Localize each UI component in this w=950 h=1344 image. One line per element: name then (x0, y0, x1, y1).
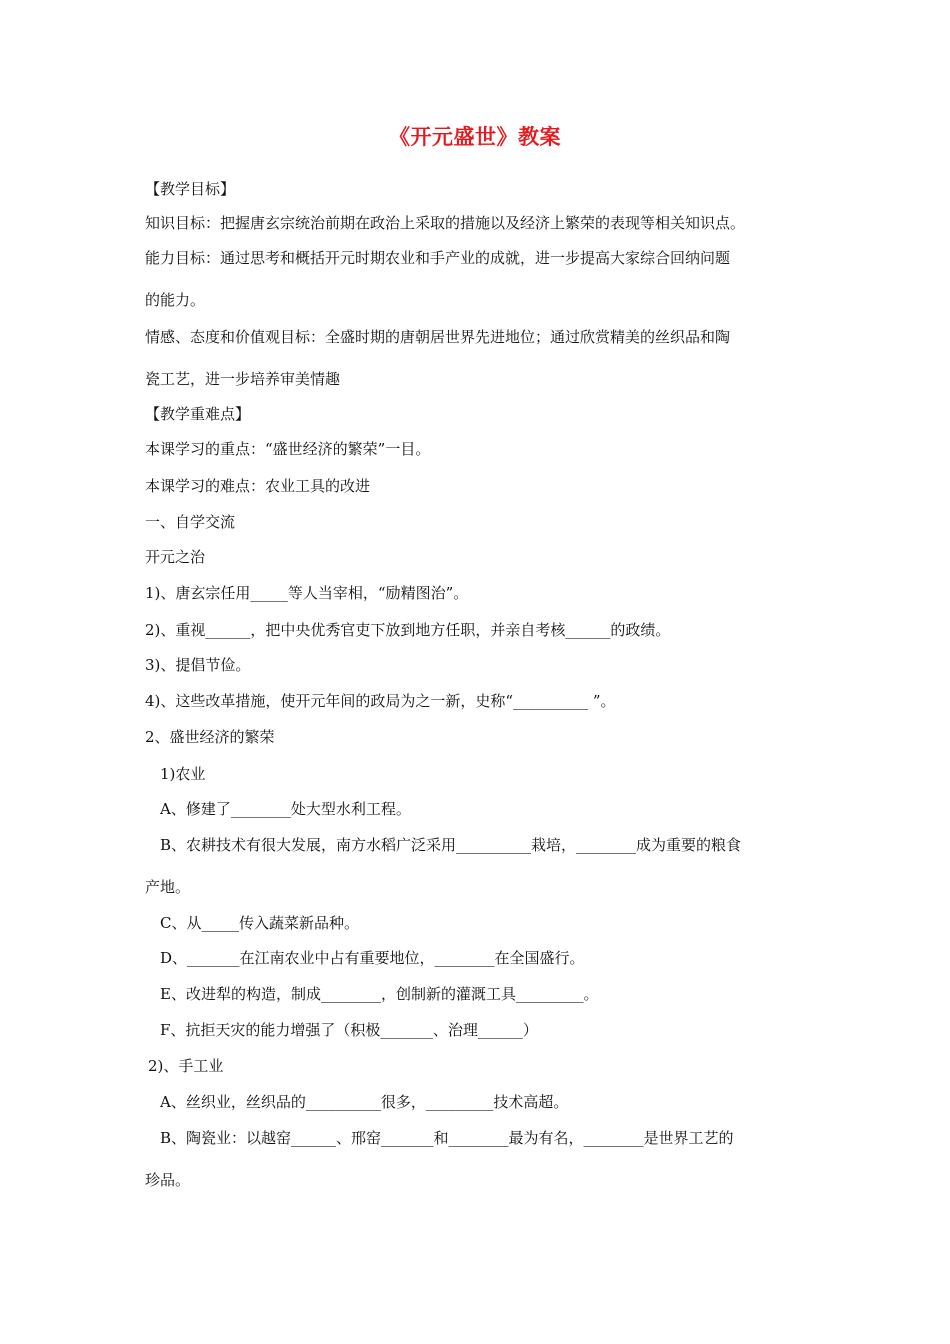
emotion-objective: 情感、态度和价值观目标：全盛时期的唐朝居世界先进地位；通过欣赏精美的丝织品和陶 (145, 328, 731, 346)
fill-item-4: 4)、这些改革措施，使开元年间的政局为之一新，史称“__________ ”。 (145, 692, 616, 710)
subsection-kaiyuan: 开元之治 (145, 548, 206, 566)
section-heading-key-points: 【教学重难点】 (145, 405, 251, 423)
fill-item-2: 2)、重视______，把中央优秀官吏下放到地方任职，并亲自考核______的政绩。 (145, 621, 671, 639)
agri-item-e: E、改进犁的构造，制成________，创制新的灌溉工具_________。 (160, 985, 599, 1003)
knowledge-objective: 知识目标：把握唐玄宗统治前期在政治上采取的措施以及经济上繁荣的表现等相关知识点。 (145, 214, 746, 232)
agri-item-b: B、农耕技术有很大发展，南方水稻广泛采用__________栽培，________成为重要的粮食 (160, 836, 742, 854)
key-point: 本课学习的重点：“盛世经济的繁荣”一目。 (145, 440, 431, 458)
document-title: 《开元盛世》教案 (389, 125, 561, 149)
section-heading-objectives: 【教学目标】 (145, 180, 236, 198)
craft-item-b: B、陶瓷业：以越窑______、邢窑_______和________最为有名，________是世界工艺的 (160, 1129, 734, 1147)
subsection-economy: 2、盛世经济的繁荣 (145, 728, 275, 746)
difficult-point: 本课学习的难点：农业工具的改进 (145, 477, 371, 495)
ability-objective-cont: 的能力。 (145, 291, 206, 309)
subsection-handicraft: 2)、手工业 (148, 1057, 224, 1075)
agri-item-a: A、修建了________处大型水利工程。 (160, 800, 411, 818)
agri-item-b-cont: 产地。 (145, 878, 191, 896)
agri-item-c: C、从_____传入蔬菜新品种。 (160, 914, 359, 932)
agri-item-d: D、_______在江南农业中占有重要地位，________在全国盛行。 (160, 949, 585, 967)
craft-item-a: A、丝织业，丝织品的__________很多，_________技术高超。 (160, 1093, 569, 1111)
emotion-objective-cont: 瓷工艺，进一步培养审美情趣 (145, 370, 341, 388)
craft-item-b-cont: 珍品。 (145, 1171, 191, 1189)
agri-item-f: F、抗拒天灾的能力增强了（积极_______、治理______） (160, 1021, 538, 1039)
fill-item-1: 1)、唐玄宗任用_____等人当宰相，“励精图治”。 (145, 584, 469, 602)
fill-item-3: 3)、提倡节俭。 (145, 656, 251, 674)
ability-objective: 能力目标：通过思考和概括开元时期农业和手产业的成就，进一步提高大家综合回纳问题 (145, 249, 731, 267)
subsection-agriculture: 1)农业 (160, 765, 206, 783)
section-heading-self-study: 一、自学交流 (145, 513, 236, 531)
